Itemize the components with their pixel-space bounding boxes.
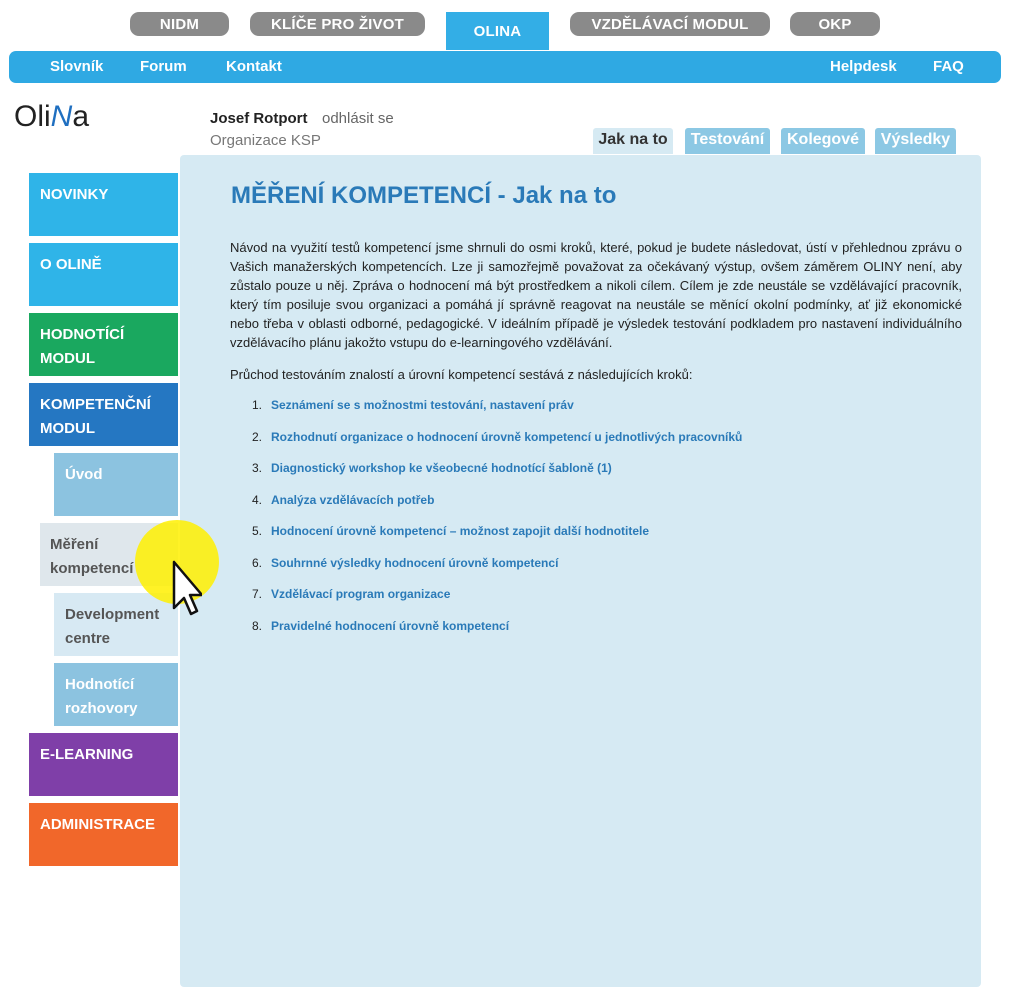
nav-link-slovnik[interactable]: Slovník xyxy=(50,58,104,75)
step-link-6[interactable]: Souhrnné výsledky hodnocení úrovně kompetencí xyxy=(271,555,559,570)
tab-jak-na-to[interactable]: Jak na to xyxy=(593,128,673,154)
portal-tab-klice[interactable]: KLÍČE PRO ŽIVOT xyxy=(250,12,425,36)
step-link-1[interactable]: Seznámení se s možnostmi testování, nastavení práv xyxy=(271,398,574,412)
sidebar-subitem-mereni-kompetenci[interactable]: Měření kompetencí xyxy=(40,523,178,586)
portal-tab-vzdelavaci-modul[interactable]: VZDĚLÁVACÍ MODUL xyxy=(570,12,770,36)
page-title: MĚŘENÍ KOMPETENCÍ - Jak na to xyxy=(231,182,617,209)
steps-list xyxy=(252,398,742,650)
list-item: 1. Seznámení se s možnostmi testování, nastavení práv xyxy=(252,398,574,412)
sidebar-subitem-development-centre[interactable]: Development centre xyxy=(54,593,178,656)
steps-lead: Průchod testováním znalostí a úrovní kompetencí sestává z následujících kroků: xyxy=(230,367,693,382)
sidebar-item-kompetencni-modul[interactable]: KOMPETENČNÍ MODUL xyxy=(29,383,178,446)
step-link-7[interactable]: Vzdělávací program organizace xyxy=(271,587,451,601)
list-item: 7. Vzdělávací program organizace xyxy=(252,587,451,601)
olina-logo[interactable] xyxy=(14,100,89,144)
sidebar-item-administrace[interactable]: ADMINISTRACE xyxy=(29,803,178,866)
user-name: Josef Rotport xyxy=(210,110,308,127)
step-link-2[interactable]: Rozhodnutí organizace o hodnocení úrovně kompetencí u jednotlivých pracovníků xyxy=(271,429,743,444)
logout-link[interactable]: odhlásit se xyxy=(322,110,394,127)
portal-tab-okp[interactable]: OKP xyxy=(790,12,880,36)
sidebar-item-o-oline[interactable]: O OLINĚ xyxy=(29,243,178,306)
list-item: 5. Hodnocení úrovně kompetencí – možnost zapojit další hodnotitele xyxy=(252,524,650,538)
sidebar-subitem-uvod[interactable]: Úvod xyxy=(54,453,178,516)
nav-link-forum[interactable]: Forum xyxy=(140,58,187,75)
portal-tab-nidm[interactable]: NIDM xyxy=(130,12,229,36)
step-link-8[interactable]: Pravidelné hodnocení úrovně kompetencí xyxy=(271,618,510,633)
list-item: 2. Rozhodnutí organizace o hodnocení úrovně kompetencí u jednotlivých pracovníků xyxy=(252,429,743,444)
portal-tab-olina[interactable]: OLINA xyxy=(446,12,549,50)
mouse-pointer-icon xyxy=(172,560,202,616)
main-navbar xyxy=(9,51,1001,83)
tab-testovani[interactable]: Testování xyxy=(685,128,770,154)
step-link-5[interactable]: Hodnocení úrovně kompetencí – možnost zapojit další hodnotitele xyxy=(271,524,650,538)
tab-vysledky[interactable]: Výsledky xyxy=(875,128,956,154)
intro-text: Návod na využití testů kompetencí jsme shrnuli do osmi kroků, které, pokud je budete následovat, ústí v přehlednou zprávu o Vašich manažerských kompetencích. Lze ji samozřejmě považovat za očekávaný výstup, ovšem záměrem OLINY není, aby zůstalo pouze u něj. Zpráva o hodnocení má být prostředkem a nikoli cílem. Cílem je zde neustále se vzdělávající pracovník, který tím posiluje svou organizaci a pomáhá jí správně reagovat na neustále se měnící okolní podmínky, ať již ekonomické nebo třeba v oblasti odborné, pedagogické. V ideálním případě je výsledek testování podkladem pro nastavení individuálního vzdělávacího plánu jakožto vstupu do e-learningového vzdělávání. xyxy=(230,240,962,350)
step-link-3[interactable]: Diagnostický workshop ke všeobecné hodnotící šabloně (1) xyxy=(271,461,612,475)
step-link-4[interactable]: Analýza vzdělávacích potřeb xyxy=(271,492,435,507)
list-item: 4. Analýza vzdělávacích potřeb xyxy=(252,492,435,507)
tab-kolegove[interactable]: Kolegové xyxy=(781,128,865,154)
list-item: 6. Souhrnné výsledky hodnocení úrovně kompetencí xyxy=(252,555,559,570)
list-item: 3. Diagnostický workshop ke všeobecné hodnotící šabloně (1) xyxy=(252,461,612,475)
nav-link-kontakt[interactable]: Kontakt xyxy=(226,58,282,75)
logo-text: OliNa xyxy=(14,100,90,133)
sidebar-item-novinky[interactable]: NOVINKY xyxy=(29,173,178,236)
nav-link-faq[interactable]: FAQ xyxy=(933,58,964,75)
sidebar-item-e-learning[interactable]: E-LEARNING xyxy=(29,733,178,796)
sidebar-item-hodnotici-modul[interactable]: HODNOTÍCÍ MODUL xyxy=(29,313,178,376)
list-item: 8. Pravidelné hodnocení úrovně kompetencí xyxy=(252,618,510,633)
nav-link-helpdesk[interactable]: Helpdesk xyxy=(830,58,897,75)
organization-name: Organizace KSP xyxy=(210,132,321,149)
sidebar-subitem-hodnotici-rozhovory[interactable]: Hodnotící rozhovory xyxy=(54,663,178,726)
portal-tabs xyxy=(0,12,1024,50)
